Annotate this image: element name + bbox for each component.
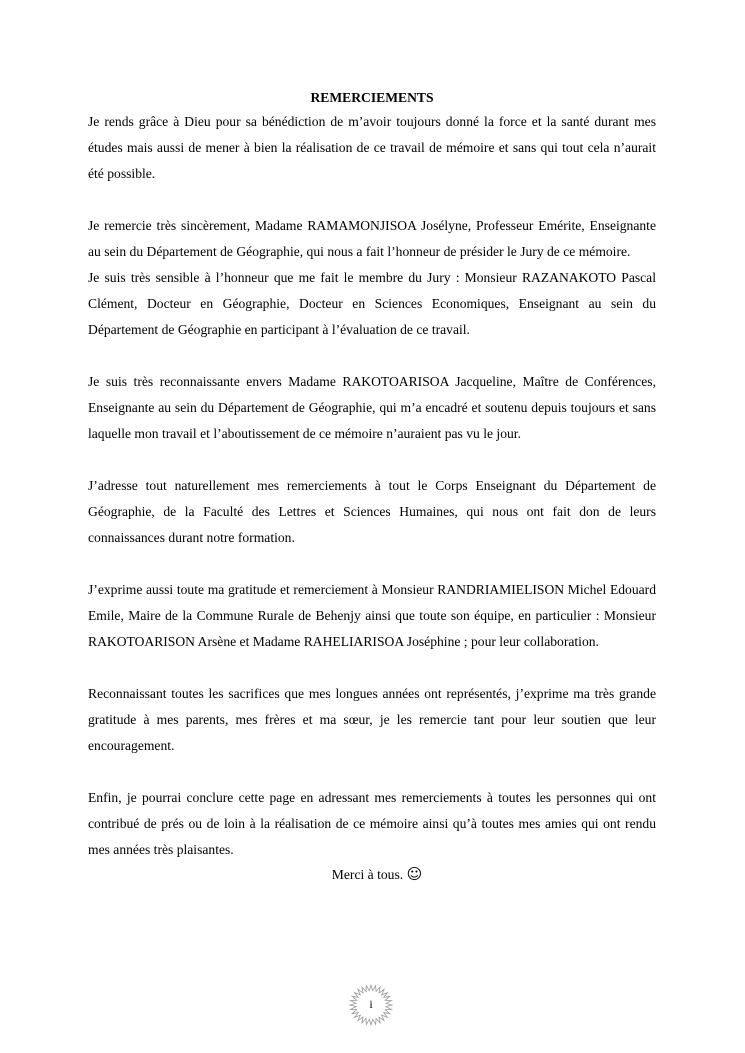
- smiley-face-icon: ☺: [406, 865, 423, 883]
- page-title: REMERCIEMENTS: [310, 90, 434, 105]
- paragraph-gap: [88, 343, 656, 369]
- paragraph-gap: [88, 759, 656, 785]
- closing-line: [88, 863, 656, 886]
- paragraph-jury-member: Je suis très sensible à l’honneur que me fait le membre du Jury : Monsieur RAZANAKOTO Pascal Clément, Docteur en Géographie, Docteur en Sciences Economiques, Enseignant au sein du Département de Géographie en participant à l’évaluation de ce travail.: [88, 270, 656, 337]
- paragraph-gap: [88, 187, 656, 213]
- paragraph-mayor: J’exprime aussi toute ma gratitude et remerciement à Monsieur RANDRIAMIELISON Michel Edouard Emile, Maire de la Commune Rurale de Behenjy ainsi que toute son équipe, en particulier : Monsieur RAKOTOARISON Arsène et Madame RAHELIARISOA Joséphine ; pour leur collaboration.: [88, 582, 656, 649]
- document-page: [88, 87, 656, 886]
- closing-text: Merci à tous.: [331, 867, 404, 882]
- paragraph-thanks-god: Je rends grâce à Dieu pour sa bénédiction de m’avoir toujours donné la force et la santé durant mes études mais aussi de mener à bien la réalisation de ce travail de mémoire et sans qui tout cela n’aurait été possible.: [88, 114, 656, 181]
- paragraph-teaching-staff: J’adresse tout naturellement mes remerciements à tout le Corps Enseignant du Département de Géographie, de la Faculté des Lettres et Sciences Humaines, qui nous ont fait don de leurs connaissances durant notre formation.: [88, 478, 656, 545]
- paragraph-conclusion: Enfin, je pourrai conclure cette page en adressant mes remerciements à toutes les personnes qui ont contribué de prés ou de loin à la réalisation de ce mémoire ainsi qu’à toutes mes amies qui ont rendu mes années très plaisantes.: [88, 790, 656, 857]
- paragraph-family: Reconnaissant toutes les sacrifices que mes longues années ont représentés, j’exprime ma très grande gratitude à mes parents, mes frères et ma sœur, je les remercie tant pour leur soutien que leur encouragement.: [88, 686, 656, 753]
- paragraph-gap: [88, 551, 656, 577]
- page-number: i: [369, 997, 373, 1011]
- paragraph-jury-president: Je remercie très sincèrement, Madame RAMAMONJISOA Josélyne, Professeur Emérite, Enseignante au sein du Département de Géographie, qui nous a fait l’honneur de présider le Jury de ce mémoire.: [88, 218, 656, 259]
- paragraph-supervisor: Je suis très reconnaissante envers Madame RAKOTOARISOA Jacqueline, Maître de Conférences, Enseignante au sein du Département de Géographie, qui m’a encadré et soutenu depuis toujours et sans laquelle mon travail et l’aboutissement de ce mémoire n’auraient pas vu le jour.: [88, 374, 656, 441]
- paragraph-gap: [88, 655, 656, 681]
- paragraph-gap: [88, 447, 656, 473]
- page-number-badge: [341, 982, 401, 1028]
